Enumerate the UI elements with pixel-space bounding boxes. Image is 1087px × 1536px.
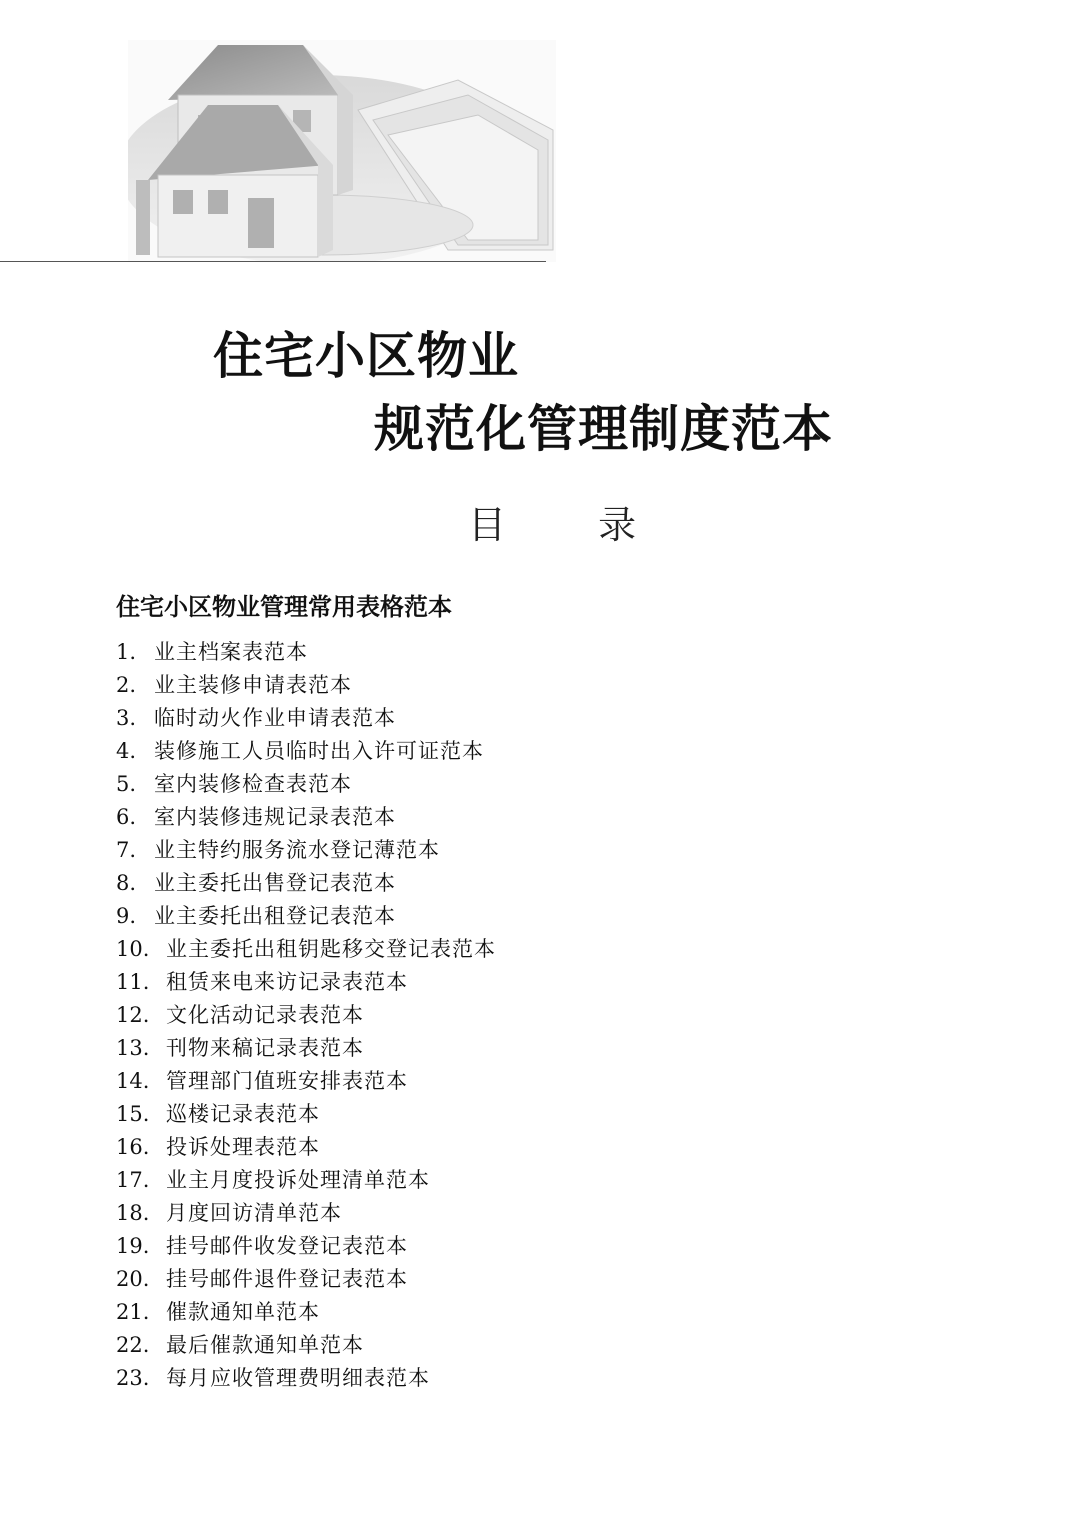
toc-item-title: 室内装修检查表范本 [154, 772, 352, 796]
toc-item-title: 催款通知单范本 [166, 1300, 320, 1324]
toc-item-title: 业主委托出租登记表范本 [154, 904, 396, 928]
toc-item-title: 管理部门值班安排表范本 [166, 1069, 408, 1093]
toc-item-number: 16. [116, 1135, 150, 1159]
toc-item[interactable] [116, 1131, 496, 1164]
toc-item-number: 17. [116, 1168, 150, 1192]
toc-item[interactable] [116, 669, 496, 702]
toc-item-number: 22. [116, 1333, 150, 1357]
toc-item[interactable] [116, 735, 496, 768]
toc-item-number: 11. [116, 970, 150, 994]
toc-item[interactable] [116, 801, 496, 834]
header-divider [0, 261, 546, 262]
toc-item[interactable] [116, 933, 496, 966]
toc-item-title: 最后催款通知单范本 [166, 1333, 364, 1357]
toc-item-number: 1. [116, 640, 137, 664]
toc-item[interactable] [116, 636, 496, 669]
toc-item-title: 业主月度投诉处理清单范本 [166, 1168, 430, 1192]
toc-item-title: 租赁来电来访记录表范本 [166, 970, 408, 994]
toc-item-number: 9. [116, 904, 137, 928]
toc-item[interactable] [116, 702, 496, 735]
toc-item[interactable] [116, 1164, 496, 1197]
toc-item[interactable] [116, 900, 496, 933]
toc-item-number: 6. [116, 805, 137, 829]
toc-item-title: 业主档案表范本 [154, 640, 308, 664]
toc-item-title: 文化活动记录表范本 [166, 1003, 364, 1027]
toc-item-number: 13. [116, 1036, 150, 1060]
toc-item-number: 19. [116, 1234, 150, 1258]
toc-item-number: 15. [116, 1102, 150, 1126]
toc-item-number: 2. [116, 673, 137, 697]
document-title-line-1: 住宅小区物业 [213, 327, 519, 385]
toc-item-number: 5. [116, 772, 137, 796]
toc-item[interactable] [116, 768, 496, 801]
toc-item-number: 23. [116, 1366, 150, 1390]
toc-item[interactable] [116, 1263, 496, 1296]
toc-item[interactable] [116, 834, 496, 867]
toc-item-title: 投诉处理表范本 [166, 1135, 320, 1159]
toc-item[interactable] [116, 1032, 496, 1065]
toc-item-title: 装修施工人员临时出入许可证范本 [154, 739, 484, 763]
toc-item-title: 临时动火作业申请表范本 [154, 706, 396, 730]
toc-item-title: 挂号邮件退件登记表范本 [166, 1267, 408, 1291]
toc-item[interactable] [116, 966, 496, 999]
toc-item-title: 巡楼记录表范本 [166, 1102, 320, 1126]
toc-item-number: 12. [116, 1003, 150, 1027]
toc-item-number: 18. [116, 1201, 150, 1225]
toc-item[interactable] [116, 1197, 496, 1230]
toc-item-number: 10. [116, 937, 150, 961]
toc-item-number: 14. [116, 1069, 150, 1093]
toc-item-title: 业主特约服务流水登记薄范本 [154, 838, 440, 862]
toc-item[interactable] [116, 999, 496, 1032]
toc-item-title: 业主装修申请表范本 [154, 673, 352, 697]
toc-item-number: 7. [116, 838, 137, 862]
toc-item-title: 每月应收管理费明细表范本 [166, 1366, 430, 1390]
toc-item-number: 21. [116, 1300, 150, 1324]
section-heading: 住宅小区物业管理常用表格范本 [116, 592, 452, 621]
house-illustration [128, 40, 556, 262]
toc-item-title: 业主委托出售登记表范本 [154, 871, 396, 895]
toc-item[interactable] [116, 1230, 496, 1263]
toc-item-title: 刊物来稿记录表范本 [166, 1036, 364, 1060]
toc-list [116, 636, 496, 1395]
toc-item-title: 挂号邮件收发登记表范本 [166, 1234, 408, 1258]
toc-item-title: 室内装修违规记录表范本 [154, 805, 396, 829]
toc-item[interactable] [116, 867, 496, 900]
toc-item-number: 8. [116, 871, 137, 895]
toc-item[interactable] [116, 1362, 496, 1395]
toc-item-number: 3. [116, 706, 137, 730]
toc-item[interactable] [116, 1065, 496, 1098]
document-title-line-2: 规范化管理制度范本 [374, 400, 833, 458]
toc-item-number: 4. [116, 739, 137, 763]
toc-item[interactable] [116, 1296, 496, 1329]
toc-item[interactable] [116, 1098, 496, 1131]
toc-heading: 目 录 [468, 503, 677, 547]
toc-item-title: 月度回访清单范本 [166, 1201, 342, 1225]
toc-item-title: 业主委托出租钥匙移交登记表范本 [166, 937, 496, 961]
toc-item[interactable] [116, 1329, 496, 1362]
toc-item-number: 20. [116, 1267, 150, 1291]
